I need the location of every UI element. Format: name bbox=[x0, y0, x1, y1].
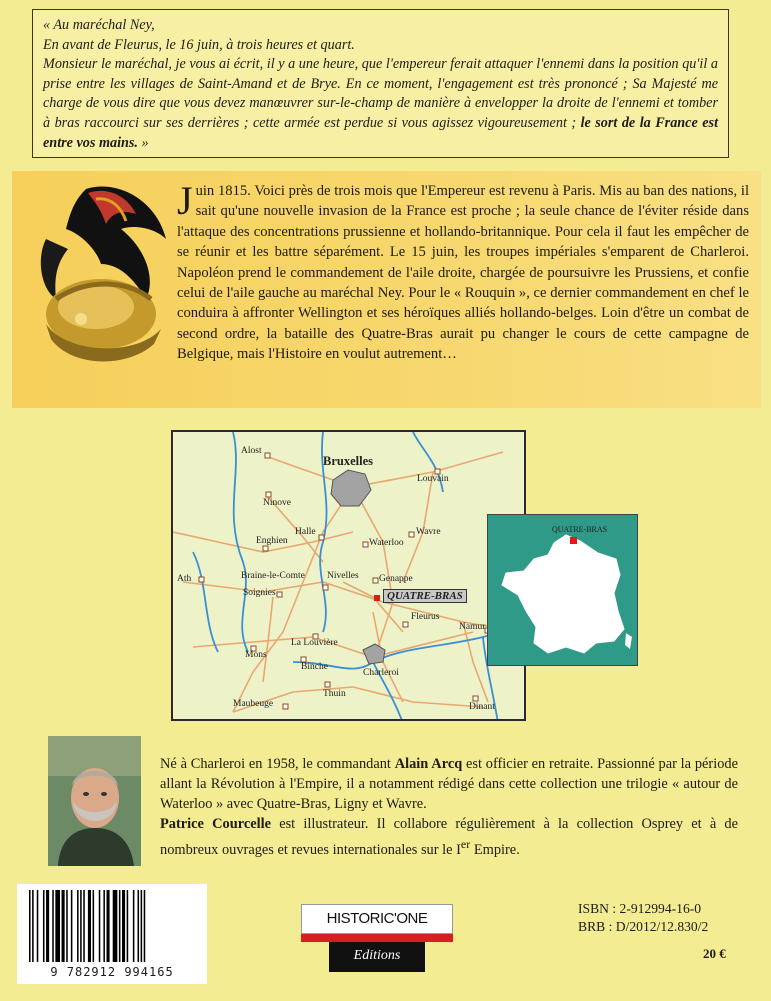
bio-text-1: Né à Charleroi en 1958, le commandant bbox=[160, 756, 391, 772]
map-label-waterloo: Waterloo bbox=[369, 538, 404, 548]
map-label-louvain: Louvain bbox=[417, 474, 449, 484]
region-map bbox=[171, 430, 526, 721]
quote-close: » bbox=[141, 134, 149, 151]
isbn: ISBN : 2-912994-16-0 bbox=[578, 901, 702, 916]
map-label-halle: Halle bbox=[295, 527, 316, 537]
publisher-name: HISTORIC'ONE bbox=[301, 904, 453, 934]
map-label-enghien: Enghien bbox=[256, 536, 288, 546]
quote-box bbox=[32, 9, 729, 158]
quote-line: « Au maréchal Ney, bbox=[43, 17, 155, 33]
dropcap: J bbox=[177, 178, 193, 223]
map-label-alost: Alost bbox=[241, 446, 262, 456]
quote-bold: le sort de la France est entre vos mains. bbox=[43, 114, 719, 151]
map-label-mons: Mons bbox=[245, 650, 267, 660]
intro-paragraph: uin 1815. Voici près de trois mois que l'Empereur est revenu à Paris. Mis au ban des nations, il sait qu'une nouvelle invasion de la France est proche ; la seule chance de l'éviter réside dans l'attaque des concentrations prussienne et hollando-britannique. Pour cela il faut les empêcher de se réunir et les battre séparément. Le 15 juin, les troupes impériales s'emparent de Charleroi. Napoléon prend le commandement de l'aile droite, chargée de poursuivre les Prussiens, et confie celui de l'aile gauche au maréchal Ney. Pour le « Rouquin », ce dernier commandement en chef le conduira à affronter Wellington et ses héroïques alliés hollando-belges. Loin d'être un combat de second ordre, la bataille des Quatre-Bras aurait pu changer le cours de cette campagne de Belgique, mais l'Histoire en voulut autrement… bbox=[177, 183, 749, 363]
intro-text bbox=[177, 178, 749, 365]
bio-text-2: est officier en retraite. Passionné par la période allant la Révolution à l'Empire, il a notamment rédigé dans cette collection une trilogie « autour de Waterloo » avec Quatre-Bras, Ligny et Wavre. bbox=[160, 756, 738, 812]
publisher-sub: Editions bbox=[329, 942, 425, 972]
map-label-braine: Braine-le-Comte bbox=[241, 571, 305, 581]
map-label-thuin: Thuin bbox=[323, 689, 346, 699]
map-label-soignies: Soignies bbox=[243, 588, 276, 598]
map-label-binche: Binche bbox=[301, 662, 328, 672]
logo-red-bar bbox=[301, 934, 453, 942]
publisher-logo bbox=[301, 904, 453, 976]
map-label-fleurus: Fleurus bbox=[411, 612, 440, 622]
helmet-illustration bbox=[26, 179, 176, 379]
france-inset bbox=[487, 514, 638, 666]
map-label-ninove: Ninove bbox=[263, 498, 291, 508]
price: 20 € bbox=[703, 946, 726, 961]
brb: BRB : D/2012/12.830/2 bbox=[578, 919, 709, 934]
bio-text-4: Empire. bbox=[470, 841, 520, 858]
map-label-ath: Ath bbox=[177, 574, 192, 584]
illustrator-name: Patrice Courcelle bbox=[160, 816, 271, 832]
author-name: Alain Arcq bbox=[394, 756, 463, 772]
barcode-digits: 9 782912 994165 bbox=[50, 965, 174, 979]
map-label-charleroi: Charleroi bbox=[363, 668, 399, 678]
map-label-quatre-bras: QUATRE-BRAS bbox=[383, 589, 467, 603]
bio-paragraph bbox=[160, 754, 738, 814]
france-map bbox=[488, 515, 639, 667]
author-bio bbox=[48, 736, 738, 874]
map-label-dinant: Dinant bbox=[469, 702, 495, 712]
map-label-genappe: Genappe bbox=[379, 574, 413, 584]
isbn-block bbox=[578, 900, 708, 936]
map-label-bruxelles: Bruxelles bbox=[323, 454, 373, 468]
map-label-louviere: La Louvière bbox=[291, 638, 338, 648]
barcode bbox=[17, 884, 207, 984]
quote-text: Monsieur le maréchal, je vous ai écrit, il y a une heure, que l'empereur ferait attaquer l'ennemi dans la position qu'il a prise entre les villages de Saint-Amand et de Brye. En ce moment, l'engagement est très prononcé ; Sa Majesté me charge de vous dire que vous devez manœuvrer sur-le-champ de manière à envelopper la droite de l'ennemi et tomber à bras raccourci sur ses derrières ; cette armée est perdue si vous agissez vigoureusement ; bbox=[43, 56, 718, 131]
bio-paragraph-2 bbox=[160, 814, 738, 860]
bio-text-3: est illustrateur. Il collabore régulièrement à la collection Osprey et à de nombreux ouvrages et revues internationales sur le I bbox=[160, 816, 738, 858]
barcode-bars bbox=[29, 890, 196, 962]
map-label-wavre: Wavre bbox=[416, 527, 441, 537]
map-label-nivelles: Nivelles bbox=[327, 571, 359, 581]
quote-body bbox=[43, 55, 718, 153]
intro-band bbox=[12, 171, 761, 408]
bio-sup: er bbox=[460, 837, 471, 851]
inset-label: QUATRE-BRAS bbox=[552, 525, 608, 534]
map-label-maubeuge: Maubeuge bbox=[233, 699, 274, 709]
author-photo bbox=[48, 736, 141, 866]
quote-line: En avant de Fleurus, le 16 juin, à trois heures et quart. bbox=[43, 36, 355, 53]
map-label-namur: Namur bbox=[459, 622, 486, 632]
bio-text bbox=[160, 754, 738, 860]
